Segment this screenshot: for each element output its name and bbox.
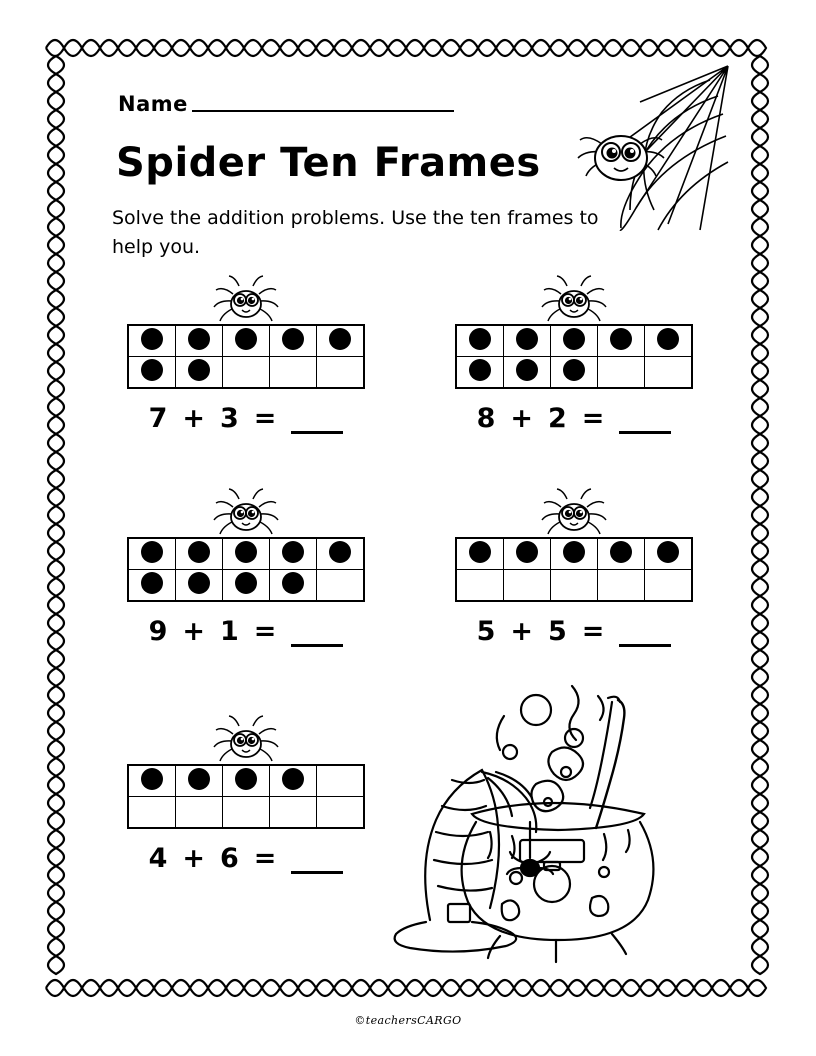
frame-cell — [645, 325, 693, 357]
footer-credit: ©teachersCARGO — [354, 1014, 462, 1027]
frame-cell — [270, 765, 317, 797]
equation-3 — [127, 616, 365, 647]
frame-cell — [598, 325, 645, 357]
equation-2 — [455, 403, 693, 434]
frame-cell — [176, 570, 223, 602]
counter-dot — [188, 328, 210, 350]
plus-sign: + — [182, 843, 206, 874]
frame-cell — [317, 797, 365, 829]
frame-cell — [551, 538, 598, 570]
frame-cell — [504, 357, 551, 389]
frame-cell — [223, 325, 270, 357]
frame-cell — [504, 325, 551, 357]
answer-blank-4[interactable] — [619, 624, 671, 647]
addend-1: 5 — [476, 616, 497, 647]
equation-4 — [455, 616, 693, 647]
addend-1: 4 — [148, 843, 169, 874]
spider-icon — [455, 485, 693, 537]
counter-dot — [329, 541, 351, 563]
addend-2: 5 — [548, 616, 568, 647]
frame-cell — [176, 357, 223, 389]
frame-cell — [456, 325, 504, 357]
frame-cell — [551, 570, 598, 602]
counter-dot — [282, 768, 304, 790]
spider-web-icon — [540, 62, 730, 232]
ten-frame-2 — [455, 324, 693, 389]
frame-cell — [456, 357, 504, 389]
frame-cell — [176, 797, 223, 829]
problem-1 — [127, 272, 365, 434]
ten-frame-5 — [127, 764, 365, 829]
problem-5 — [127, 712, 365, 874]
counter-dot — [188, 768, 210, 790]
frame-cell — [270, 797, 317, 829]
frame-cell — [317, 570, 365, 602]
frame-cell — [176, 765, 223, 797]
name-label: Name — [118, 92, 188, 116]
counter-dot — [516, 359, 538, 381]
frame-cell — [504, 570, 551, 602]
frame-cell — [645, 570, 693, 602]
counter-dot — [235, 572, 257, 594]
page-title: Spider Ten Frames — [116, 140, 541, 186]
equals-sign: = — [253, 403, 278, 434]
frame-cell — [223, 570, 270, 602]
spider-icon — [127, 485, 365, 537]
addend-1: 7 — [148, 403, 169, 434]
problem-2 — [455, 272, 693, 434]
spider-icon — [127, 712, 365, 764]
counter-dot — [141, 541, 163, 563]
frame-cell — [223, 538, 270, 570]
plus-sign: + — [182, 616, 206, 647]
name-field[interactable] — [118, 92, 454, 116]
frame-cell — [128, 357, 176, 389]
counter-dot — [657, 541, 679, 563]
name-input-line[interactable] — [192, 109, 454, 112]
frame-cell — [223, 765, 270, 797]
counter-dot — [469, 328, 491, 350]
frame-cell — [598, 570, 645, 602]
counter-dot — [282, 572, 304, 594]
cauldron-icon — [360, 672, 700, 972]
plus-sign: + — [510, 616, 534, 647]
ten-frame-3 — [127, 537, 365, 602]
addend-2: 3 — [220, 403, 240, 434]
equals-sign: = — [581, 403, 606, 434]
counter-dot — [188, 541, 210, 563]
counter-dot — [329, 328, 351, 350]
frame-cell — [176, 325, 223, 357]
frame-cell — [317, 538, 365, 570]
equals-sign: = — [581, 616, 606, 647]
frame-cell — [456, 538, 504, 570]
counter-dot — [610, 541, 632, 563]
frame-cell — [598, 538, 645, 570]
frame-cell — [551, 357, 598, 389]
frame-cell — [317, 357, 365, 389]
counter-dot — [516, 328, 538, 350]
answer-blank-5[interactable] — [291, 851, 343, 874]
ten-frame-1 — [127, 324, 365, 389]
answer-blank-2[interactable] — [619, 411, 671, 434]
counter-dot — [141, 768, 163, 790]
counter-dot — [282, 328, 304, 350]
frame-cell — [645, 357, 693, 389]
counter-dot — [235, 541, 257, 563]
equation-5 — [127, 843, 365, 874]
equals-sign: = — [253, 843, 278, 874]
counter-dot — [141, 572, 163, 594]
counter-dot — [469, 359, 491, 381]
equation-1 — [127, 403, 365, 434]
ten-frame-4 — [455, 537, 693, 602]
frame-cell — [456, 570, 504, 602]
addend-1: 9 — [148, 616, 169, 647]
frame-cell — [270, 357, 317, 389]
problem-3 — [127, 485, 365, 647]
answer-blank-1[interactable] — [291, 411, 343, 434]
counter-dot — [235, 328, 257, 350]
addend-2: 2 — [548, 403, 568, 434]
spider-icon — [127, 272, 365, 324]
counter-dot — [188, 572, 210, 594]
frame-cell — [317, 325, 365, 357]
frame-cell — [223, 797, 270, 829]
counter-dot — [235, 768, 257, 790]
frame-cell — [645, 538, 693, 570]
addend-2: 1 — [220, 616, 240, 647]
answer-blank-3[interactable] — [291, 624, 343, 647]
counter-dot — [563, 359, 585, 381]
frame-cell — [270, 325, 317, 357]
instructions-text: Solve the addition problems. Use the ten frames to help you. — [112, 207, 599, 259]
frame-cell — [128, 325, 176, 357]
frame-cell — [128, 538, 176, 570]
counter-dot — [141, 359, 163, 381]
counter-dot — [469, 541, 491, 563]
plus-sign: + — [182, 403, 206, 434]
frame-cell — [128, 797, 176, 829]
frame-cell — [504, 538, 551, 570]
frame-cell — [270, 538, 317, 570]
counter-dot — [610, 328, 632, 350]
counter-dot — [563, 541, 585, 563]
spider-icon — [455, 272, 693, 324]
frame-cell — [128, 570, 176, 602]
frame-cell — [551, 325, 598, 357]
frame-cell — [598, 357, 645, 389]
frame-cell — [270, 570, 317, 602]
equals-sign: = — [253, 616, 278, 647]
plus-sign: + — [510, 403, 534, 434]
addend-2: 6 — [220, 843, 240, 874]
counter-dot — [563, 328, 585, 350]
counter-dot — [188, 359, 210, 381]
frame-cell — [128, 765, 176, 797]
counter-dot — [282, 541, 304, 563]
counter-dot — [141, 328, 163, 350]
counter-dot — [657, 328, 679, 350]
addend-1: 8 — [476, 403, 497, 434]
frame-cell — [317, 765, 365, 797]
frame-cell — [176, 538, 223, 570]
frame-cell — [223, 357, 270, 389]
counter-dot — [516, 541, 538, 563]
problem-4 — [455, 485, 693, 647]
